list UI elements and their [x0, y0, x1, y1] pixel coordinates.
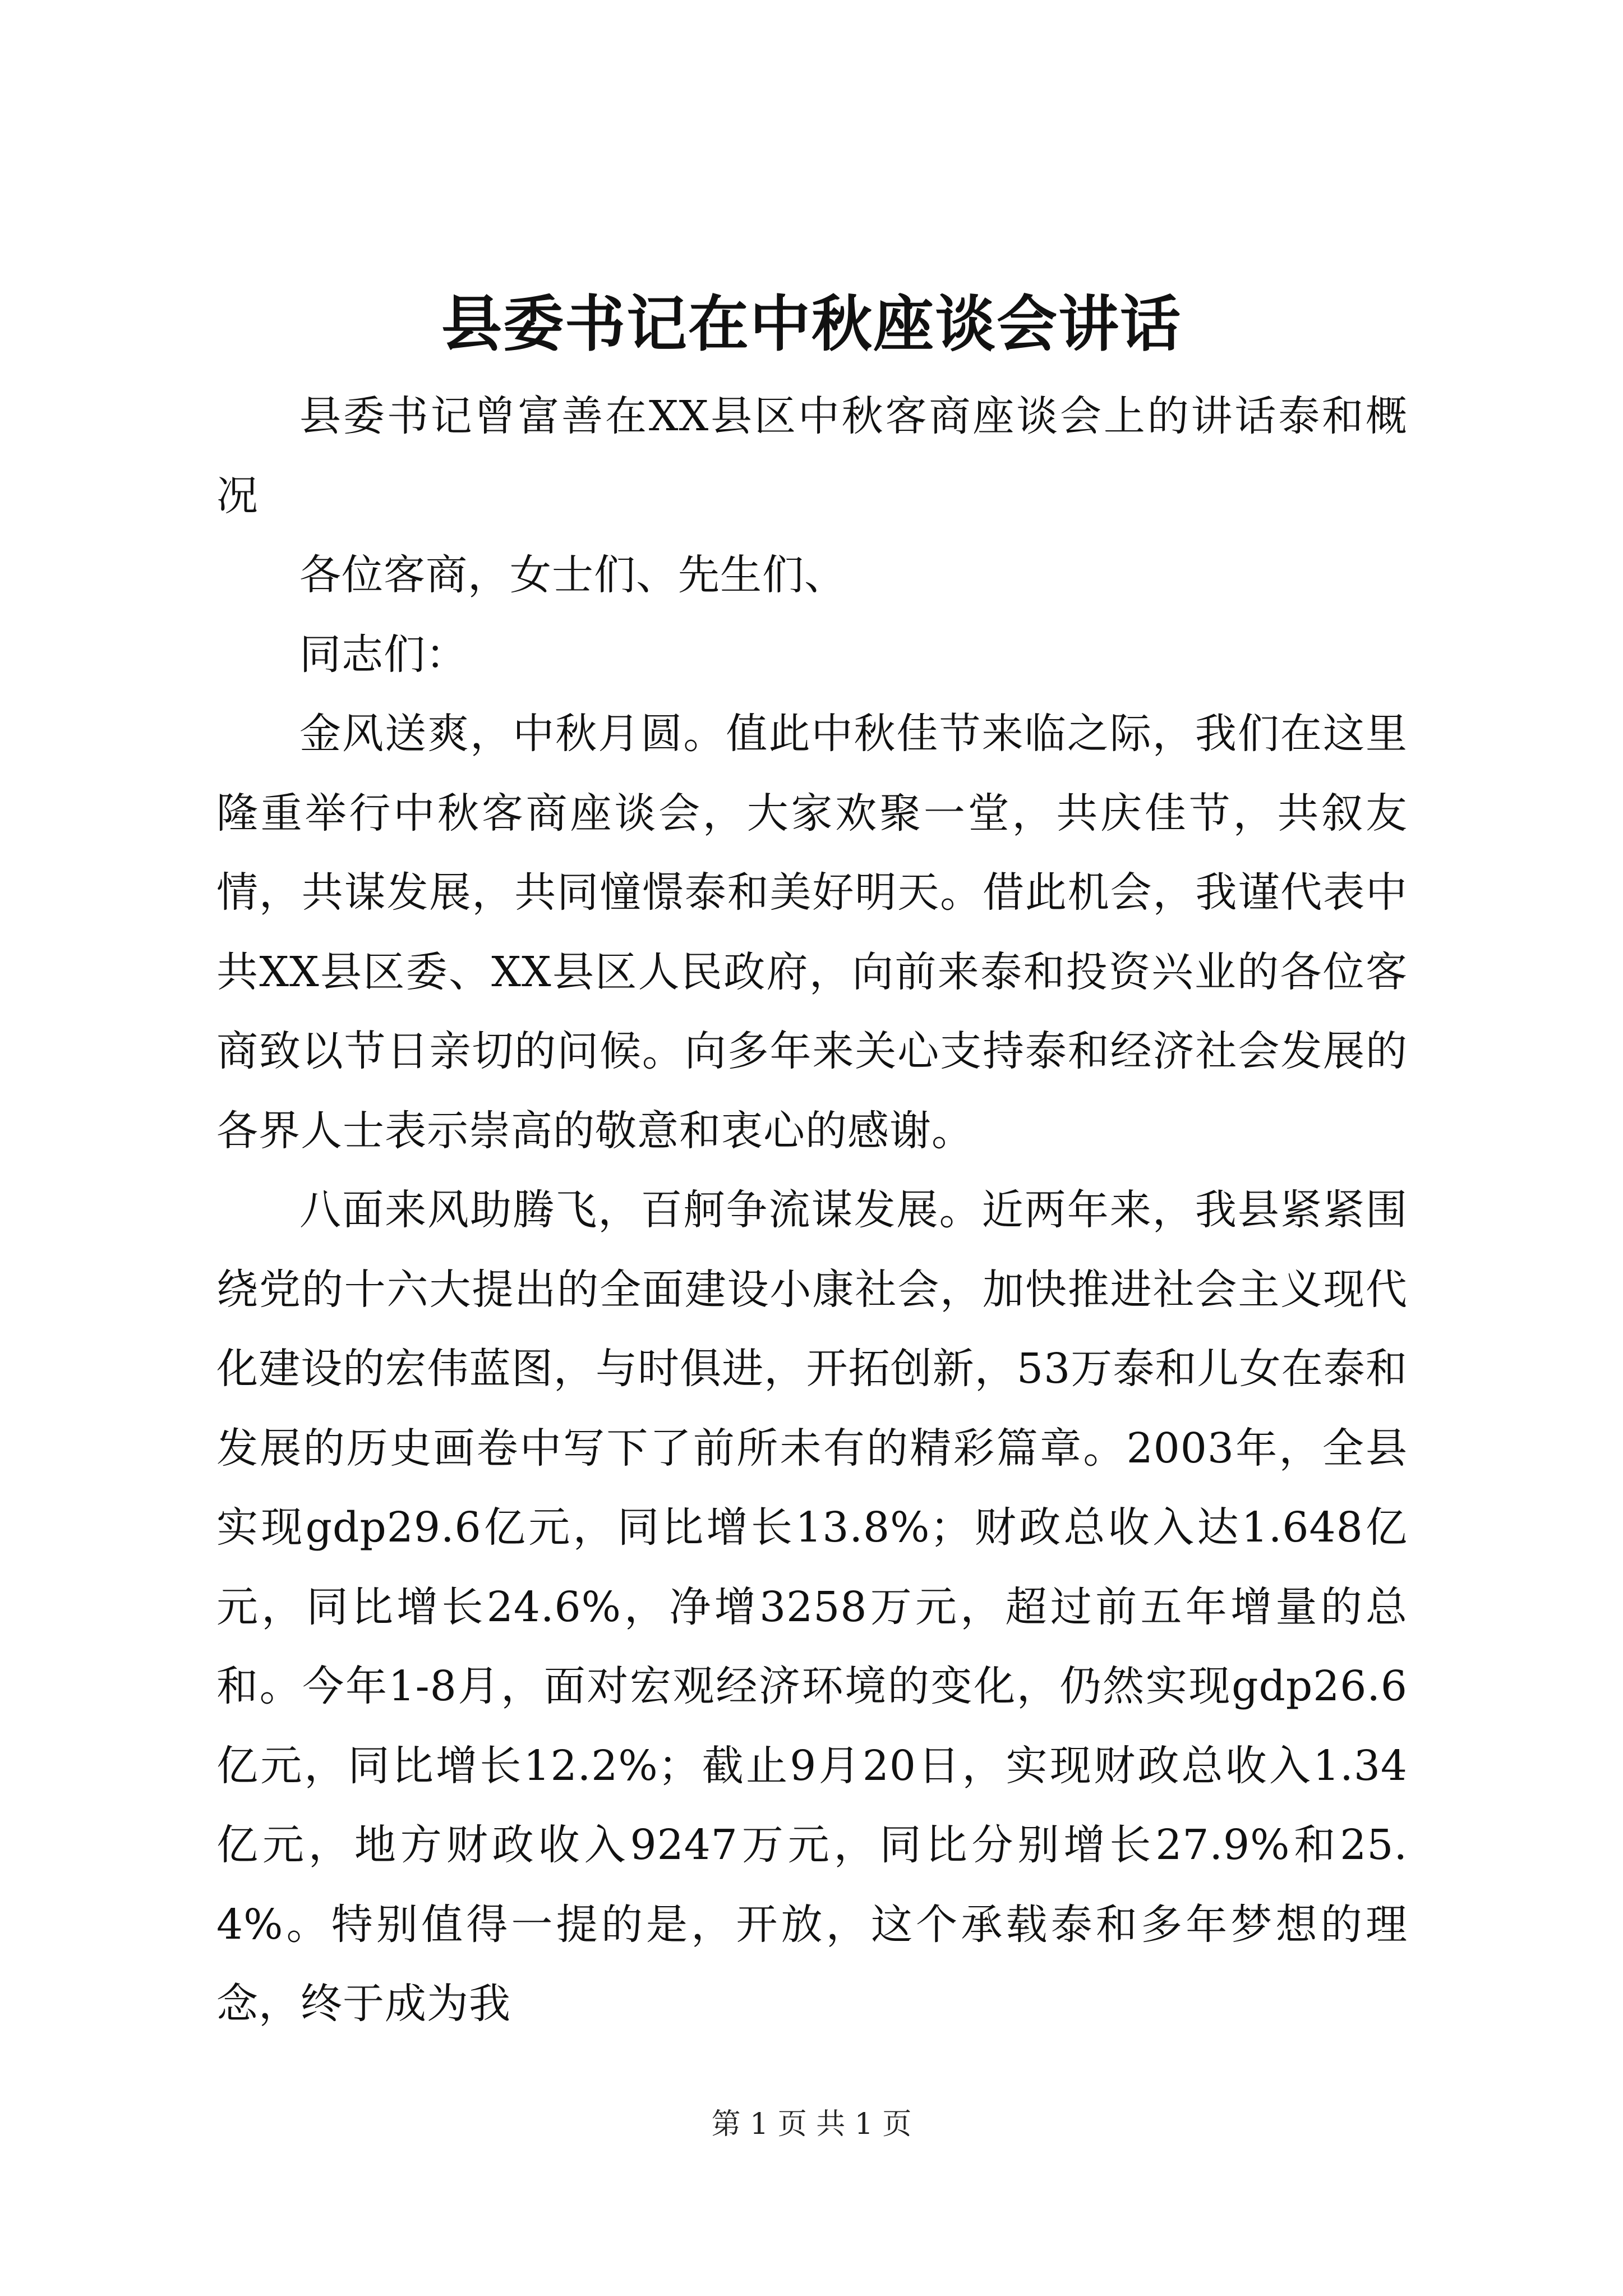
document-title: 县委书记在中秋座谈会讲话 [441, 289, 1182, 360]
paragraph-intro: 县委书记曾富善在XX县区中秋客商座谈会上的讲话泰和概况 [216, 392, 1408, 520]
paragraph-greeting: 各位客商，女士们、先生们、 [299, 551, 846, 599]
document-body [216, 377, 1408, 2044]
page-footer: 第 1 页 共 1 页 [711, 2108, 912, 2141]
paragraph-development: 八面来风助腾飞，百舸争流谋发展。近两年来，我县紧紧围绕党的十六大提出的全面建设小康社会，加快推进社会主义现代化建设的宏伟蓝图，与时俱进，开拓创新，53万泰和儿女在泰和发展的历史画卷中写下了前所未有的精彩篇章。2003年，全县实现gdp29.6亿元，同比增长13.8%；财政总收入达1.648亿元，同比增长24.6%，净增3258万元，超过前五年增量的总和。今年1-8月，面对宏观经济环境的变化，仍然实现gdp26.6亿元，同比增长12.2%；截止9月20日，实现财政总收入1.34亿元，地方财政收入9247万元，同比分别增长27.9%和25.4%。特别值得一提的是，开放，这个承载泰和多年梦想的理念，终于成为我 [216, 1186, 1408, 2028]
paragraph-opening: 金风送爽，中秋月圆。值此中秋佳节来临之际，我们在这里隆重举行中秋客商座谈会，大家欢聚一堂，共庆佳节，共叙友情，共谋发展，共同憧憬泰和美好明天。借此机会，我谨代表中共XX县区委、XX县区人民政府，向前来泰和投资兴业的各位客商致以节日亲切的问候。向多年来关心支持泰和经济社会发展的各界人士表示崇高的敬意和衷心的感谢。 [216, 710, 1408, 1155]
paragraph-salutation: 同志们： [299, 630, 468, 679]
